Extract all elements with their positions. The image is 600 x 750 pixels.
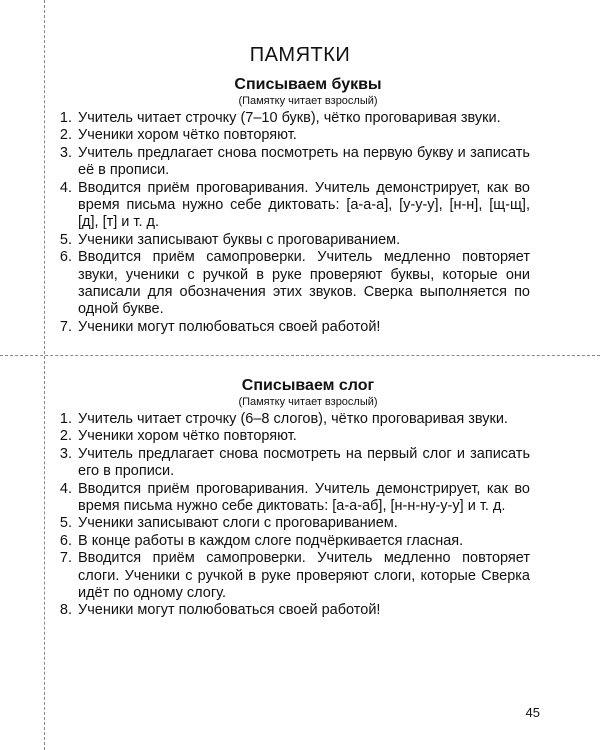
section-copy-letters <box>50 76 530 336</box>
item-number: 3. <box>59 445 72 462</box>
section-copy-syllable <box>50 377 530 620</box>
item-number: 5. <box>59 231 72 248</box>
list-item <box>50 232 530 249</box>
item-text: Ученики могут полюбоваться своей работой! <box>78 318 381 335</box>
item-number: 6. <box>59 532 72 549</box>
page-number: 45 <box>525 705 540 720</box>
item-number: 1. <box>59 411 72 427</box>
item-number: 4. <box>59 480 72 497</box>
item-text: Вводится приём самопроверки. Учитель медленно повторяет звуки, ученики с ручкой в руке проверяют буквы, которые они записали для обозначения этих звуков. Сверка выполняется по одной букве. <box>78 249 530 318</box>
item-number: 2. <box>59 428 72 445</box>
item-text: Учитель предлагает снова посмотреть на первый слог и записать его в прописи. <box>78 445 530 480</box>
list-item <box>50 602 530 619</box>
list-item <box>50 515 530 532</box>
item-number: 7. <box>59 550 72 567</box>
list-item <box>50 249 530 319</box>
item-number: 4. <box>59 179 72 196</box>
vertical-cut-line <box>44 0 45 750</box>
list-item <box>50 550 530 602</box>
item-text: Учитель читает строчку (7–10 букв), чётко проговаривая звуки. <box>78 110 501 126</box>
list-item <box>50 180 530 232</box>
list-item <box>50 411 530 428</box>
item-number: 2. <box>59 127 72 144</box>
list-item <box>50 127 530 144</box>
item-text: Ученики записывают буквы с проговариванием. <box>78 231 401 248</box>
item-text: Ученики хором чётко повторяют. <box>78 428 297 445</box>
item-number: 8. <box>59 602 72 619</box>
list-item <box>50 110 530 127</box>
list-item <box>50 533 530 550</box>
list-item <box>50 428 530 445</box>
item-text: Учитель предлагает снова посмотреть на первую букву и записать её в прописи. <box>78 144 530 179</box>
item-text: Вводится приём проговаривания. Учитель демонстрирует, как во время письма нужно себе диктовать: [а-а-аб], [н-н-ну-у-у] и т. д. <box>78 480 530 515</box>
item-text: Ученики хором чётко повторяют. <box>78 127 297 144</box>
item-number: 1. <box>59 110 72 126</box>
list-item <box>50 481 530 516</box>
section-title: Списываем слог <box>241 377 375 394</box>
item-number: 3. <box>59 144 72 161</box>
item-text: Учитель читает строчку (6–8 слогов), чётко проговаривая звуки. <box>78 411 508 427</box>
item-text: Вводится приём самопроверки. Учитель медленно повторяет слоги. Ученики с ручкой в руке проверяют слоги, которые Сверка идёт по одному слогу. <box>78 550 530 602</box>
list-item <box>50 145 530 180</box>
list-item <box>50 319 530 336</box>
item-text: Ученики могут полюбоваться своей работой! <box>78 602 381 619</box>
item-number: 7. <box>59 318 72 335</box>
item-number: 5. <box>59 515 72 532</box>
item-text: В конце работы в каждом слоге подчёркивается гласная. <box>78 532 464 549</box>
section-title: Списываем буквы <box>234 76 382 93</box>
item-text: Ученики записывают слоги с проговариванием. <box>78 515 398 532</box>
steps-list <box>50 411 530 620</box>
item-number: 6. <box>59 249 72 266</box>
section-subtitle: (Памятку читает взрослый) <box>238 396 378 408</box>
item-text: Вводится приём проговаривания. Учитель демонстрирует, как во время письма нужно себе диктовать: [а-а-а], [у-у-у], [н-н], [щ-щ], [д], [т] и т. д. <box>78 179 530 231</box>
horizontal-cut-line <box>0 355 600 356</box>
list-item <box>50 446 530 481</box>
section-subtitle: (Памятку читает взрослый) <box>238 95 378 107</box>
steps-list <box>50 110 530 336</box>
page-title: ПАМЯТКИ <box>249 44 351 66</box>
